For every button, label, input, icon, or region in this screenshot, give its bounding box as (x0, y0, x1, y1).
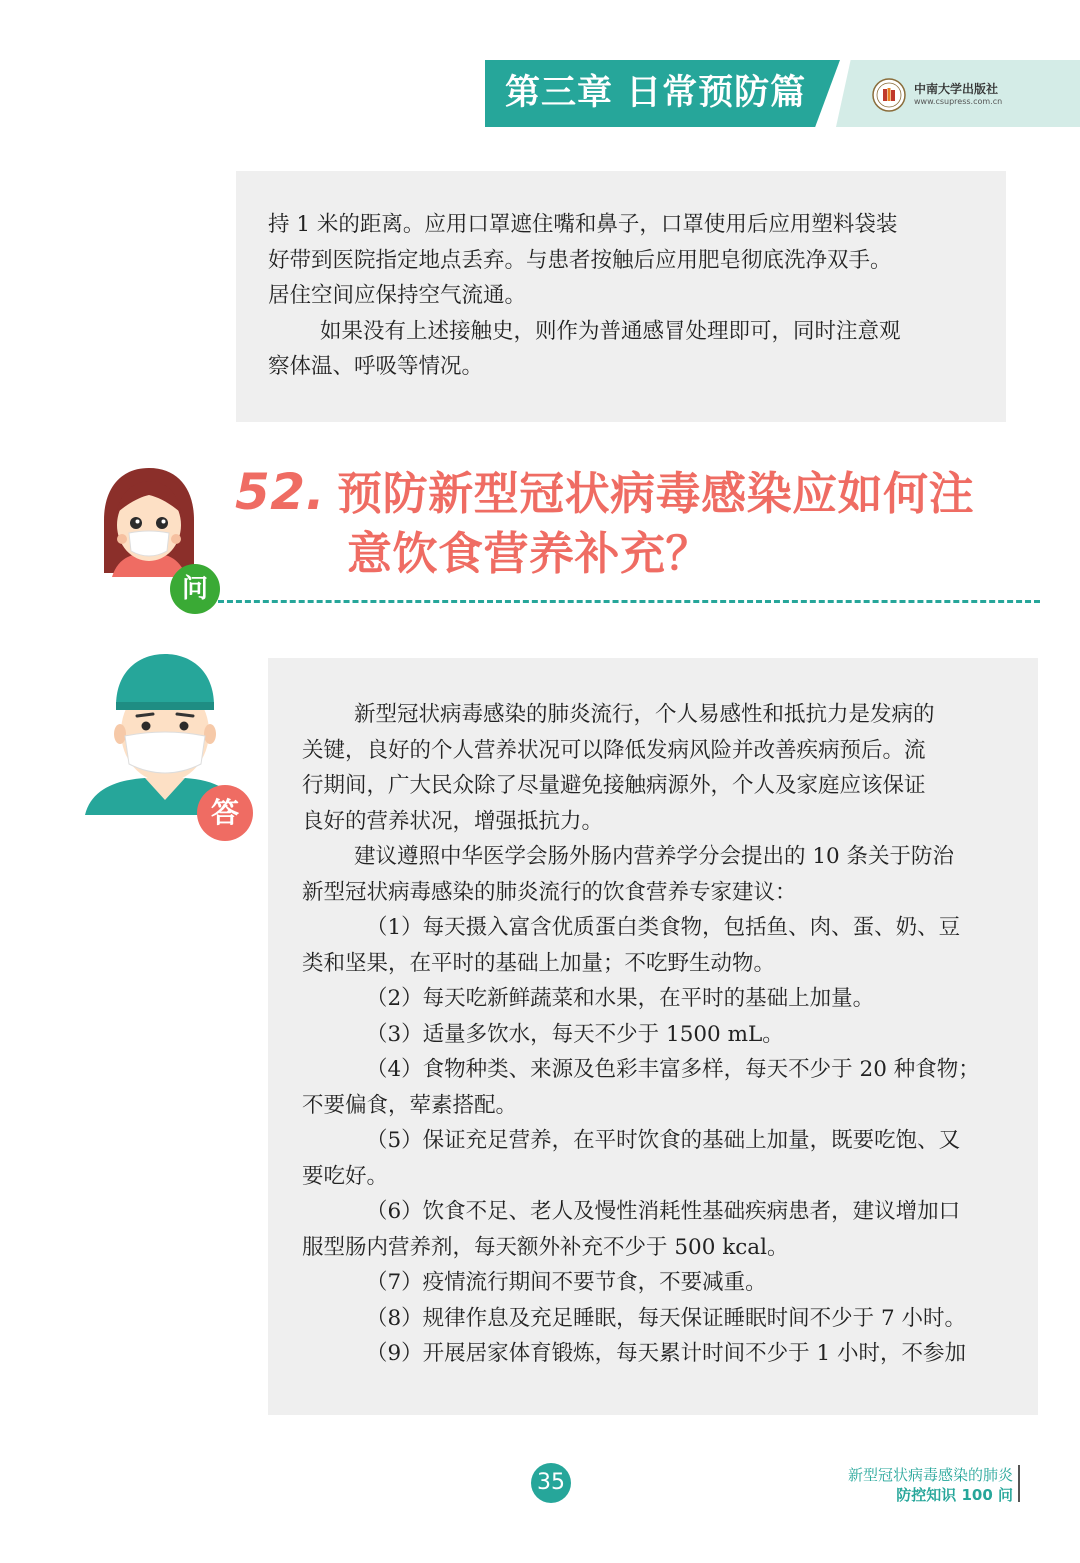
text-line: 不要偏食，荤素搭配。 (302, 1092, 518, 1118)
question-number: 52. (235, 463, 326, 521)
text-line: （4）食物种类、来源及色彩丰富多样，每天不少于 20 种食物； (366, 1057, 980, 1082)
page-number: 35 (531, 1463, 571, 1503)
publisher-name: 中南大学出版社 (914, 82, 999, 96)
girl-avatar-icon (98, 465, 200, 580)
text-line: （3）适量多饮水，每天不少于 1500 mL。 (366, 1021, 784, 1047)
text-line: 新型冠状病毒感染的肺炎流行，个人易感性和抵抗力是发病的 (354, 702, 935, 727)
text-line: （6）饮食不足、老人及慢性消耗性基础疾病患者，建议增加口 (366, 1199, 961, 1224)
text-line: （2）每天吃新鲜蔬菜和水果，在平时的基础上加量。 (366, 986, 875, 1011)
text-line: （5）保证充足营养，在平时饮食的基础上加量，既要吃饱、又 (366, 1128, 961, 1153)
chapter-title: 第三章 日常预防篇 (505, 73, 807, 113)
text-line: （7）疫情流行期间不要节食，不要减重。 (366, 1270, 767, 1295)
answer-badge: 答 (197, 785, 253, 841)
text-line: 新型冠状病毒感染的肺炎流行的饮食营养专家建议： (302, 879, 797, 905)
text-line: 类和坚果，在平时的基础上加量；不吃野生动物。 (302, 950, 776, 976)
text-line: 关键，良好的个人营养状况可以降低发病风险并改善疾病预后。流 (302, 737, 926, 763)
text-line: 居住空间应保持空气流通。 (268, 283, 527, 308)
text-line: 如果没有上述接触史，则作为普通感冒处理即可，同时注意观 (320, 318, 901, 344)
text-line: 要吃好。 (302, 1163, 389, 1189)
book-logo-icon (872, 78, 906, 112)
footer-divider (1018, 1465, 1020, 1502)
question-line-2: 意饮食营养补充？ (347, 527, 712, 580)
text-line: 持 1 米的距离。应用口罩遮住嘴和鼻子，口罩使用后应用塑料袋装 (268, 212, 898, 237)
text-line: 行期间，广大民众除了尽量避免接触病源外，个人及家庭应该保证 (302, 773, 926, 798)
text-line: 服型肠内营养剂，每天额外补充不少于 500 kcal。 (302, 1234, 789, 1260)
text-line: （1）每天摄入富含优质蛋白类食物，包括鱼、肉、蛋、奶、豆 (366, 915, 961, 940)
book-title-line-2: 防控知识 100 问 (896, 1486, 1013, 1504)
question-line-1: 预防新型冠状病毒感染应如何注 (337, 467, 975, 520)
dashed-divider (218, 600, 1040, 603)
text-line: 良好的营养状况，增强抵抗力。 (302, 808, 604, 834)
continued-text (268, 207, 901, 385)
answer-text (302, 697, 980, 1372)
text-line: 好带到医院指定地点丢弃。与患者按触后应用肥皂彻底洗净双手。 (268, 247, 892, 273)
publisher-url: www.csupress.com.cn (914, 97, 1003, 106)
question-badge: 问 (170, 564, 220, 614)
book-title-line-1: 新型冠状病毒感染的肺炎 (847, 1466, 1013, 1484)
text-line: （9）开展居家体育锻炼，每天累计时间不少于 1 小时，不参加 (366, 1341, 967, 1366)
text-line: 察体温、呼吸等情况。 (268, 354, 484, 379)
text-line: 建议遵照中华医学会肠外肠内营养学分会提出的 10 条关于防治 (354, 844, 955, 869)
text-line: （8）规律作息及充足睡眠，每天保证睡眠时间不少于 7 小时。 (366, 1305, 967, 1331)
question-title (235, 462, 974, 584)
